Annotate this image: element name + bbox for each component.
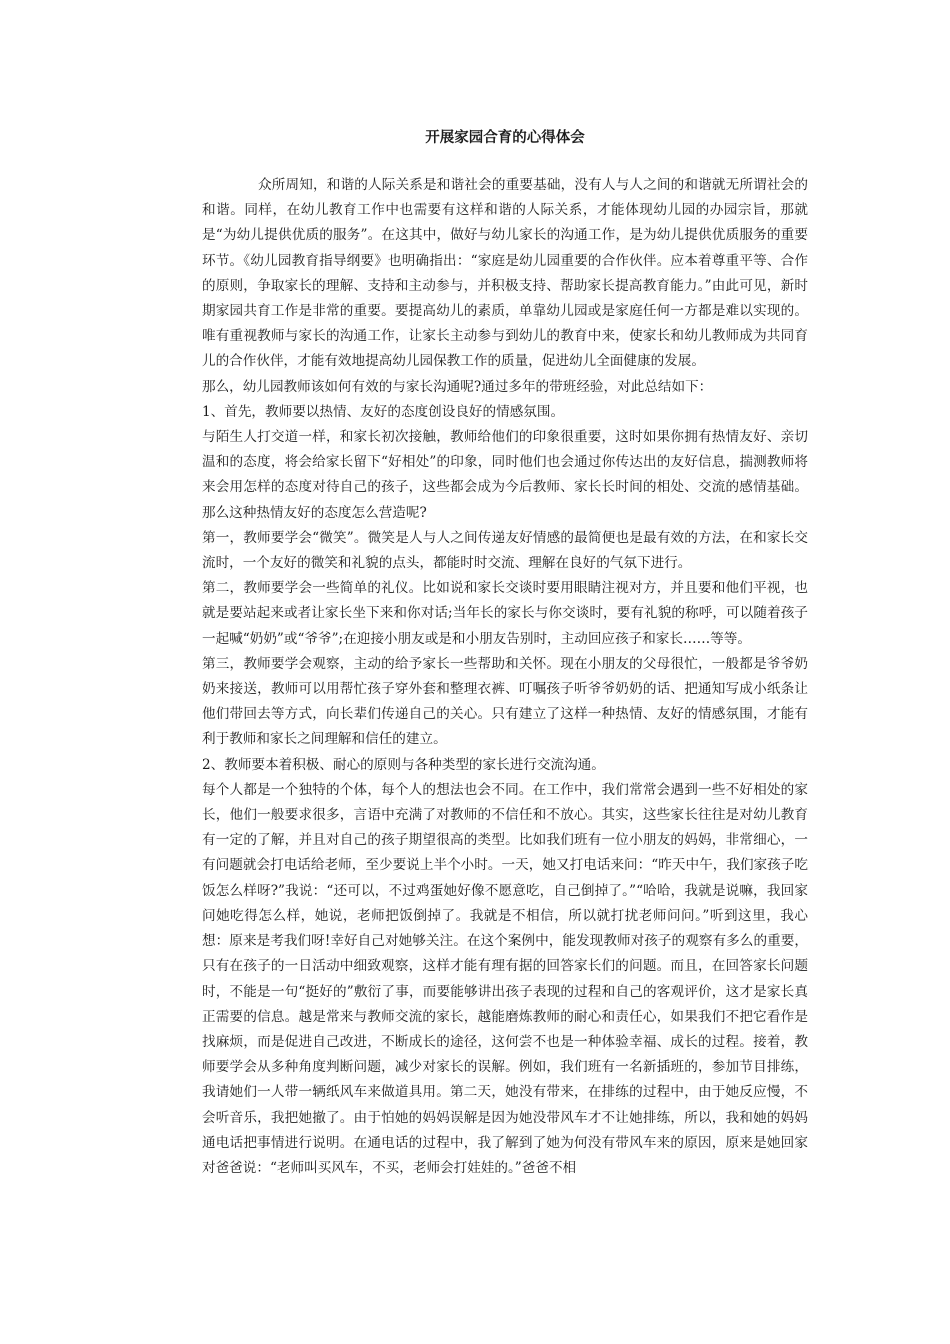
paragraph: 与陌生人打交道一样，和家长初次接触，教师给他们的印象很重要，这时如果你拥有热情友好、亲切温和的态度，将会给家长留下“好相处”的印象，同时他们也会通过你传达出的友好信息，揣测教师将来会用怎样的态度对待自己的孩子，这些都会成为今后教师、家长长时间的相处、交流的感情基础。那么这种热情友好的态度怎么营造呢? [202,429,808,521]
paragraph: 每个人都是一个独特的个体，每个人的想法也会不同。在工作中，我们常常会遇到一些不好相处的家长，他们一般要求很多，言语中充满了对教师的不信任和不放心。其实，这些家长往往是对幼儿教育有一定的了解，并且对自己的孩子期望很高的类型。比如我们班有一位小朋友的妈妈，非常细心，一有问题就会打电话给老师，至少要说上半个小时。一天，她又打电话来问：“昨天中午，我们家孩子吃饭怎么样呀?”我说：“还可以，不过鸡蛋她好像不愿意吃，自己倒掉了。”“哈哈，我就是说嘛，我回家问她吃得怎么样，她说，老师把饭倒掉了。我就是不相信，所以就打扰老师问问。”听到这里，我心想：原来是考我们呀!幸好自己对她够关注。在这个案例中，能发现教师对孩子的观察有多么的重要，只有在孩子的一日活动中细致观察，这样才能有理有据的回答家长们的问题。而且，在回答家长问题时，不能是一句“挺好的”敷衍了事，而要能够讲出孩子表现的过程和自己的客观评价，这才是家长真正需要的信息。越是常来与教师交流的家长，越能磨炼教师的耐心和责任心，如果我们不把它看作是找麻烦，而是促进自己改进，不断成长的途径，这何尝不也是一种体验幸福、成长的过程。接着，教师要学会从多种角度判断问题，减少对家长的误解。例如，我们班有一名新插班的，参加节目排练，我请她们一人带一辆纸风车来做道具用。第二天，她没有带来，在排练的过程中，由于她反应慢，不会听音乐，我把她撤了。由于怕她的妈妈误解是因为她没带风车才不让她排练，所以，我和她的妈妈通电话把事情进行说明。在通电话的过程中，我了解到了她为何没有带风车来的原因，原来是她回家对爸爸说：“老师叫买风车，不买，老师会打娃娃的。”爸爸不相 [202,781,808,1176]
paragraph-intro: 众所周知，和谐的人际关系是和谐社会的重要基础，没有人与人之间的和谐就无所谓社会的和谐。同样，在幼儿教育工作中也需要有这样和谐的人际关系，才能体现幼儿园的办园宗旨，那就是“为幼儿提供优质的服务”。在这其中，做好与幼儿家长的沟通工作，是为幼儿提供优质服务的重要环节。《幼儿园教育指导纲要》也明确指出：“家庭是幼儿园重要的合作伙伴。应本着尊重平等、合作的原则，争取家长的理解、支持和主动参与，并积极支持、帮助家长提高教育能力。”由此可见，新时期家园共育工作是非常的重要。要提高幼儿的素质，单靠幼儿园或是家庭任何一方都是难以实现的。唯有重视教师与家长的沟通工作，让家长主动参与到幼儿的教育中来，使家长和幼儿教师成为共同育儿的合作伙伴，才能有效地提高幼儿园保教工作的质量，促进幼儿全面健康的发展。 [202,177,808,370]
paragraph-question: 那么，幼儿园教师该如何有效的与家长沟通呢?通过多年的带班经验，对此总结如下： [202,378,713,395]
document-body [202,173,808,1181]
section-heading-1: 1、首先，教师要以热情、友好的态度创设良好的情感氛围。 [202,403,565,420]
paragraph: 第一，教师要学会“微笑”。微笑是人与人之间传递友好情感的最简便也是最有效的方法，在和家长交流时，一个友好的微笑和礼貌的点头，都能时时交流、理解在良好的气氛下进行。 [202,529,808,572]
section-heading-2: 2、教师要本着积极、耐心的原则与各种类型的家长进行交流沟通。 [202,756,605,773]
paragraph: 第二，教师要学会一些简单的礼仪。比如说和家长交谈时要用眼睛注视对方，并且要和他们平视，也就是要站起来或者让家长坐下来和你对话;当年长的家长与你交谈时，要有礼貌的称呼，可以随着孩子一起喊“奶奶”或“爷爷”;在迎接小朋友或是和小朋友告别时，主动回应孩子和家长……等等。 [202,580,808,647]
document-title: 开展家园合育的心得体会 [425,130,585,146]
paragraph: 第三，教师要学会观察，主动的给予家长一些帮助和关怀。现在小朋友的父母很忙，一般都是爷爷奶奶来接送，教师可以用帮忙孩子穿外套和整理衣裤、叮嘱孩子听爷爷奶奶的话、把通知写成小纸条让他们带回去等方式，向长辈们传递自己的关心。只有建立了这样一种热情、友好的情感氛围，才能有利于教师和家长之间理解和信任的建立。 [202,655,808,748]
